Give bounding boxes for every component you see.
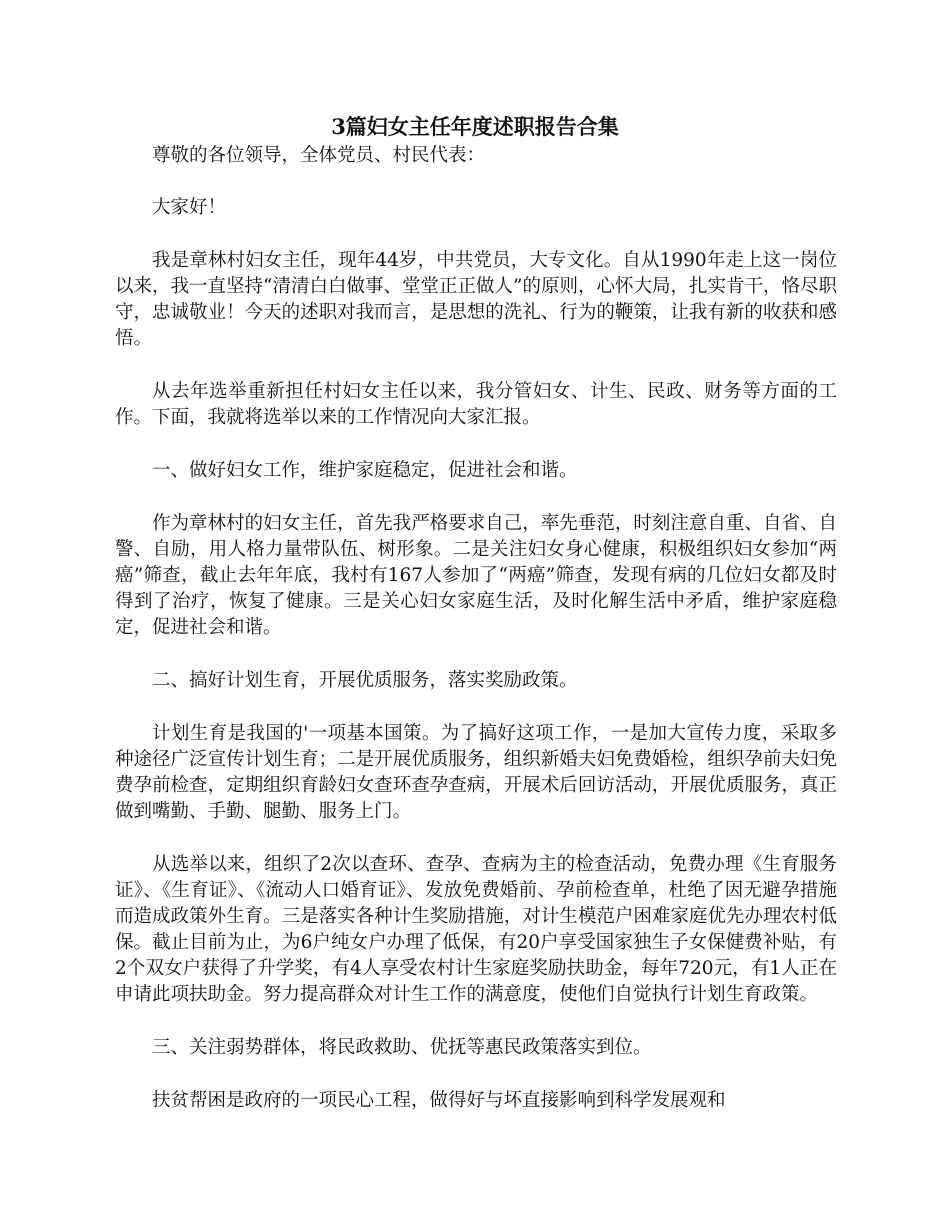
- paragraph-overview: 从去年选举重新担任村妇女主任以来，我分管妇女、计生、民政、财务等方面的工作。下面，我就将选举以来的工作情况向大家汇报。: [115, 381, 837, 428]
- paragraph-salutation: 尊敬的各位领导，全体党员、村民代表：: [152, 145, 486, 166]
- paragraph-checkups: 从选举以来，组织了2次以查环、查孕、查病为主的检查活动，免费办理《生育服务证》、《生育证》、《流动人口婚育证》、发放免费婚前、孕前检查单，杜绝了因无避孕措施而造成政策外生育。三是落实各种计生奖励措施，对计生模范户困难家庭优先办理农村低保。截止目前为止，为6户纯女户办理了低保，有20户享受国家独生子女保健费补贴，有2个双女户获得了升学奖，有4人享受农村计生家庭奖励扶助金，每年720元，有1人正在申请此项扶助金。努力提高群众对计生工作的满意度，使他们自觉执行计划生育政策。: [115, 854, 837, 1005]
- paragraph-poverty-relief: 扶贫帮困是政府的一项民心工程，做得好与坏直接影响到科学发展观和: [152, 1090, 726, 1111]
- paragraph-introduction: 我是章林村妇女主任，现年44岁，中共党员，大专文化。自从1990年走上这一岗位以来，我一直坚持“清清白白做事、堂堂正正做人”的原则，心怀大局，扎实肯干，恪尽职守，忠诚敬业！今天的述职对我而言，是思想的洗礼、行为的鞭策，让我有新的收获和感悟。: [115, 250, 837, 349]
- section-heading-1: 一、做好妇女工作，维护家庭稳定，促进社会和谐。: [152, 460, 578, 481]
- document-title: 3篇妇女主任年度述职报告合集: [331, 114, 619, 139]
- paragraph-women-work: 作为章林村的妇女主任，首先我严格要求自己，率先垂范，时刻注意自重、自省、自警、自励，用人格力量带队伍、树形象。二是关注妇女身心健康，积极组织妇女参加“两癌”筛查，截止去年年底，我村有167人参加了“两癌”筛查，发现有病的几位妇女都及时得到了治疗，恢复了健康。三是关心妇女家庭生活，及时化解生活中矛盾，维护家庭稳定，促进社会和谐。: [115, 513, 837, 638]
- section-heading-3: 三、关注弱势群体，将民政救助、优抚等惠民政策落实到位。: [152, 1037, 652, 1058]
- paragraph-family-planning: 计划生育是我国的'一项基本国策。为了搞好这项工作，一是加大宣传力度，采取多种途径广泛宣传计划生育；二是开展优质服务，组织新婚夫妇免费婚检，组织孕前夫妇免费孕前检查，定期组织育龄妇女查环查孕查病，开展术后回访活动，开展优质服务，真正做到嘴勤、手勤、腿勤、服务上门。: [115, 723, 837, 822]
- document-body: [115, 143, 837, 1141]
- section-heading-2: 二、搞好计划生育，开展优质服务，落实奖励政策。: [152, 670, 578, 691]
- paragraph-greeting: 大家好！: [152, 197, 227, 218]
